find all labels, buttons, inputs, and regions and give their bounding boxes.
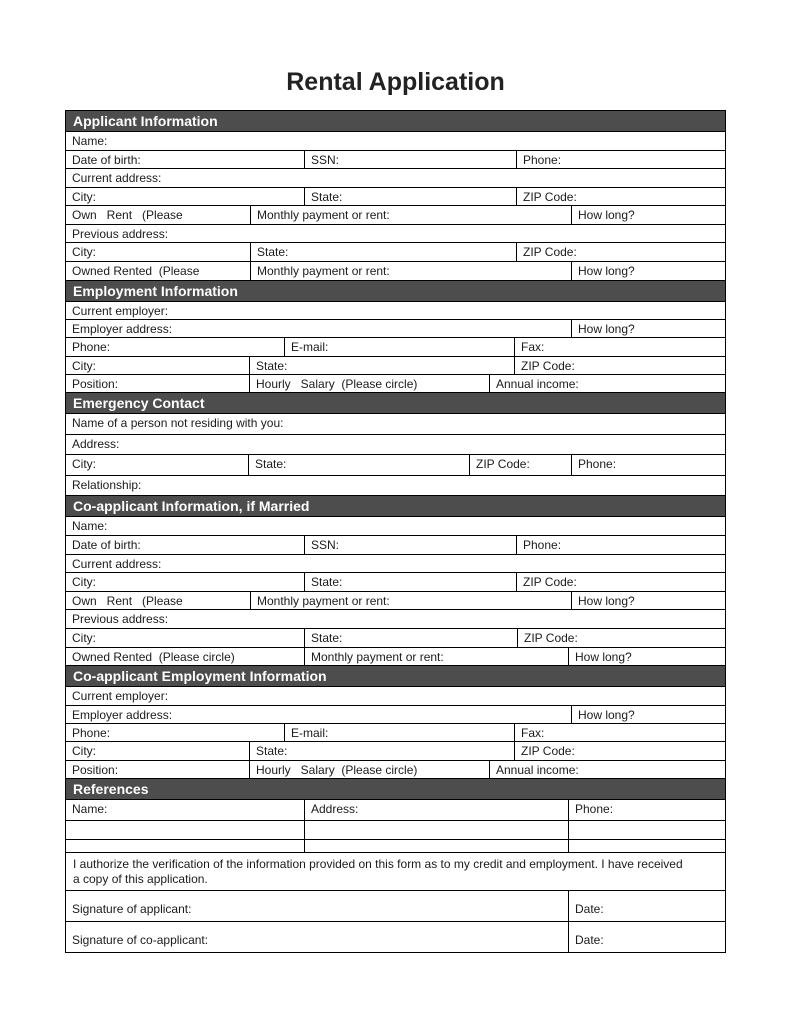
form-row: [65, 687, 726, 705]
field-label: SSN:: [311, 538, 340, 553]
field-zip-code[interactable]: [514, 357, 725, 374]
blank-cell[interactable]: [304, 840, 568, 852]
field-label: Position:: [72, 762, 119, 777]
field-zip-code[interactable]: [516, 188, 725, 206]
form-row: [65, 375, 726, 393]
field-state[interactable]: [248, 455, 469, 475]
field-label: ZIP Code:: [521, 358, 575, 373]
field-label: City:: [72, 457, 96, 472]
field-current-employer[interactable]: [66, 687, 725, 704]
field-label: ZIP Code:: [476, 457, 530, 472]
field-owned-rented-please-circle[interactable]: [66, 648, 304, 666]
field-city[interactable]: [66, 357, 249, 374]
form-row: [65, 821, 726, 840]
form-row: [65, 169, 726, 188]
field-label: Fax:: [521, 340, 545, 355]
field-date[interactable]: [568, 922, 725, 952]
form-row: [65, 629, 726, 648]
form-row: [65, 320, 726, 338]
form-row: [65, 555, 726, 574]
field-label: State:: [256, 744, 288, 759]
form-row: [65, 536, 726, 555]
form-row: [65, 357, 726, 375]
field-city[interactable]: [66, 742, 249, 759]
form-row: [65, 742, 726, 760]
field-label: Name of a person not residing with you:: [72, 416, 284, 431]
field-label: State:: [255, 457, 287, 472]
field-label: Phone:: [578, 457, 617, 472]
field-own-rent-please[interactable]: [66, 592, 250, 610]
field-owned-rented-please[interactable]: [66, 262, 250, 280]
field-label: Hourly Salary (Please circle): [256, 377, 418, 392]
field-signature-of-applicant[interactable]: [66, 891, 568, 921]
field-label: Own Rent (Please: [72, 208, 183, 222]
field-previous-address[interactable]: [66, 610, 725, 628]
section-header-references: [65, 779, 726, 800]
field-phone[interactable]: [568, 800, 725, 820]
section-header-co-applicant-information-if-married: [65, 496, 726, 517]
field-label: Fax:: [521, 725, 545, 740]
field-label: Current employer:: [72, 303, 169, 318]
form-row: [65, 302, 726, 320]
field-label: Annual income:: [496, 377, 579, 392]
field-label: How long?: [578, 321, 635, 336]
field-how-long[interactable]: [571, 592, 725, 610]
form-row: [65, 262, 726, 281]
field-label: City:: [72, 358, 96, 373]
field-label: State:: [256, 358, 288, 373]
field-label: Date of birth:: [72, 152, 141, 167]
field-label: Name:: [72, 134, 108, 148]
field-city[interactable]: [66, 455, 248, 475]
field-label: Current address:: [72, 556, 162, 571]
field-monthly-payment-or-rent[interactable]: [250, 206, 571, 224]
field-monthly-payment-or-rent[interactable]: [250, 592, 571, 610]
field-label: How long?: [575, 649, 632, 664]
field-label: Phone:: [523, 152, 562, 167]
form-row: [65, 573, 726, 592]
blank-cell[interactable]: [568, 840, 725, 852]
field-position[interactable]: [66, 761, 249, 778]
field-label: How long?: [578, 707, 635, 722]
section-header-emergency-contact: [65, 393, 726, 414]
field-city[interactable]: [66, 243, 250, 261]
field-phone[interactable]: [66, 338, 284, 355]
field-label: Date:: [575, 902, 604, 917]
field-label: How long?: [578, 208, 635, 222]
field-name[interactable]: [66, 800, 304, 820]
section-header-applicant-information: [65, 111, 726, 132]
field-how-long[interactable]: [571, 262, 725, 280]
field-label: E-mail:: [291, 340, 329, 355]
field-label: Name:: [72, 519, 108, 534]
form-row: [65, 592, 726, 611]
field-label: Annual income:: [496, 762, 579, 777]
form-row: [65, 724, 726, 742]
field-label: State:: [311, 575, 343, 590]
field-phone[interactable]: [516, 151, 725, 169]
form-row: [65, 206, 726, 225]
field-label: Current employer:: [72, 689, 169, 704]
field-e-mail[interactable]: [284, 724, 514, 741]
field-label: Phone:: [575, 802, 614, 817]
field-label: ZIP Code:: [523, 575, 577, 590]
field-label: Name:: [72, 802, 108, 817]
field-label: Date of birth:: [72, 538, 141, 553]
field-label: City:: [72, 575, 96, 590]
form-row: [65, 455, 726, 476]
field-state[interactable]: [249, 357, 514, 374]
field-label: Previous address:: [72, 226, 169, 241]
field-how-long[interactable]: [571, 706, 725, 723]
field-label: Relationship:: [72, 477, 142, 492]
field-label: ZIP Code:: [523, 245, 577, 259]
field-label: City:: [72, 631, 96, 646]
field-position[interactable]: [66, 375, 249, 392]
form-row: [65, 891, 726, 922]
field-label: Address:: [72, 436, 120, 451]
section-header-label: Employment Information: [73, 282, 238, 299]
form-row: [65, 151, 726, 170]
field-how-long[interactable]: [571, 320, 725, 337]
field-how-long[interactable]: [568, 648, 725, 666]
field-phone[interactable]: [571, 455, 725, 475]
field-label: ZIP Code:: [521, 744, 575, 759]
field-employer-address[interactable]: [66, 320, 571, 337]
field-hourly-salary-please-circle[interactable]: [249, 761, 489, 778]
form-row: [65, 840, 726, 853]
field-label: Employer address:: [72, 707, 173, 722]
field-monthly-payment-or-rent[interactable]: [304, 648, 568, 666]
field-label: Position:: [72, 377, 119, 392]
form-row: [65, 414, 726, 435]
field-label: Own Rent (Please: [72, 593, 183, 608]
field-label: Current address:: [72, 171, 162, 185]
field-zip-code[interactable]: [469, 455, 571, 475]
field-ssn[interactable]: [304, 151, 516, 169]
field-name[interactable]: [66, 517, 725, 535]
field-label: City:: [72, 245, 96, 259]
section-header-co-applicant-employment-information: [65, 666, 726, 687]
field-date[interactable]: [568, 891, 725, 921]
field-label: Address:: [311, 802, 359, 817]
field-label: ZIP Code:: [524, 631, 578, 646]
field-label: Date:: [575, 933, 604, 948]
blank-cell[interactable]: [66, 840, 304, 852]
section-header-label: Co-applicant Employment Information: [73, 668, 327, 685]
section-header-label: Co-applicant Information, if Married: [73, 498, 310, 515]
field-label: Phone:: [72, 340, 111, 355]
field-label: Owned Rented (Please: [72, 263, 200, 278]
field-zip-code[interactable]: [514, 742, 725, 759]
field-label: Phone:: [72, 725, 111, 740]
field-label: Signature of co-applicant:: [72, 933, 209, 948]
form-row: [65, 243, 726, 262]
field-label: Hourly Salary (Please circle): [256, 762, 418, 777]
section-header-label: Emergency Contact: [73, 395, 205, 412]
field-current-address[interactable]: [66, 169, 725, 187]
field-label: City:: [72, 744, 96, 759]
authorization-statement: [65, 853, 726, 891]
field-e-mail[interactable]: [284, 338, 514, 355]
field-fax[interactable]: [514, 724, 725, 741]
field-state[interactable]: [304, 629, 517, 647]
field-label: How long?: [578, 263, 635, 278]
field-address[interactable]: [304, 800, 568, 820]
field-label: Phone:: [523, 538, 562, 553]
form-row: [65, 338, 726, 356]
authorization-text: I authorize the verification of the information provided on this form as to my credit and employment. I have received a copy of this application.: [73, 857, 683, 887]
field-ssn[interactable]: [304, 536, 516, 554]
field-label: State:: [311, 189, 343, 204]
form-row: [65, 435, 726, 456]
field-current-employer[interactable]: [66, 302, 725, 319]
field-annual-income[interactable]: [489, 375, 725, 392]
field-state[interactable]: [304, 573, 516, 591]
form-row: [65, 922, 726, 953]
field-label: Previous address:: [72, 612, 169, 627]
field-fax[interactable]: [514, 338, 725, 355]
field-label: Employer address:: [72, 321, 173, 336]
field-city[interactable]: [66, 573, 304, 591]
form-row: [65, 648, 726, 667]
field-label: ZIP Code:: [523, 189, 577, 204]
field-label: Owned Rented (Please circle): [72, 649, 235, 664]
field-label: City:: [72, 189, 96, 204]
section-header-label: Applicant Information: [73, 113, 218, 129]
field-current-address[interactable]: [66, 555, 725, 573]
field-name-of-a-person-not-residing-with-you[interactable]: [66, 414, 725, 434]
field-state[interactable]: [250, 243, 516, 261]
field-zip-code[interactable]: [516, 573, 725, 591]
field-label: Monthly payment or rent:: [257, 208, 390, 222]
field-phone[interactable]: [516, 536, 725, 554]
field-relationship[interactable]: [66, 476, 725, 496]
field-label: SSN:: [311, 152, 340, 167]
field-annual-income[interactable]: [489, 761, 725, 778]
field-monthly-payment-or-rent[interactable]: [250, 262, 571, 280]
form-row: [65, 476, 726, 497]
field-label: State:: [257, 245, 289, 259]
field-date-of-birth[interactable]: [66, 151, 304, 169]
blank-cell[interactable]: [304, 821, 568, 839]
field-city[interactable]: [66, 629, 304, 647]
field-label: Monthly payment or rent:: [257, 593, 390, 608]
field-state[interactable]: [249, 742, 514, 759]
form-row: [65, 225, 726, 244]
form-row: [65, 706, 726, 724]
field-label: State:: [311, 631, 343, 646]
section-header-employment-information: [65, 281, 726, 302]
field-address[interactable]: [66, 435, 725, 455]
field-own-rent-please[interactable]: [66, 206, 250, 224]
field-zip-code[interactable]: [516, 243, 725, 261]
field-city[interactable]: [66, 188, 304, 206]
section-header-label: References: [73, 781, 149, 798]
field-phone[interactable]: [66, 724, 284, 741]
blank-cell[interactable]: [568, 821, 725, 839]
form-title: Rental Application: [286, 68, 505, 96]
field-date-of-birth[interactable]: [66, 536, 304, 554]
field-previous-address[interactable]: [66, 225, 725, 243]
form-row: [65, 517, 726, 536]
form-row: [65, 132, 726, 151]
field-state[interactable]: [304, 188, 516, 206]
field-zip-code[interactable]: [517, 629, 725, 647]
field-label: Monthly payment or rent:: [257, 263, 390, 278]
field-how-long[interactable]: [571, 206, 725, 224]
field-name[interactable]: [66, 132, 725, 150]
field-label: Monthly payment or rent:: [311, 649, 444, 664]
rental-application-form: [65, 110, 726, 953]
field-label: How long?: [578, 593, 635, 608]
field-label: Signature of applicant:: [72, 902, 192, 917]
form-row: [65, 800, 726, 821]
field-label: E-mail:: [291, 725, 329, 740]
form-row: [65, 188, 726, 207]
field-hourly-salary-please-circle[interactable]: [249, 375, 489, 392]
form-row: [65, 610, 726, 629]
field-employer-address[interactable]: [66, 706, 571, 723]
form-row: [65, 761, 726, 779]
field-signature-of-co-applicant[interactable]: [66, 922, 568, 952]
blank-cell[interactable]: [66, 821, 304, 839]
